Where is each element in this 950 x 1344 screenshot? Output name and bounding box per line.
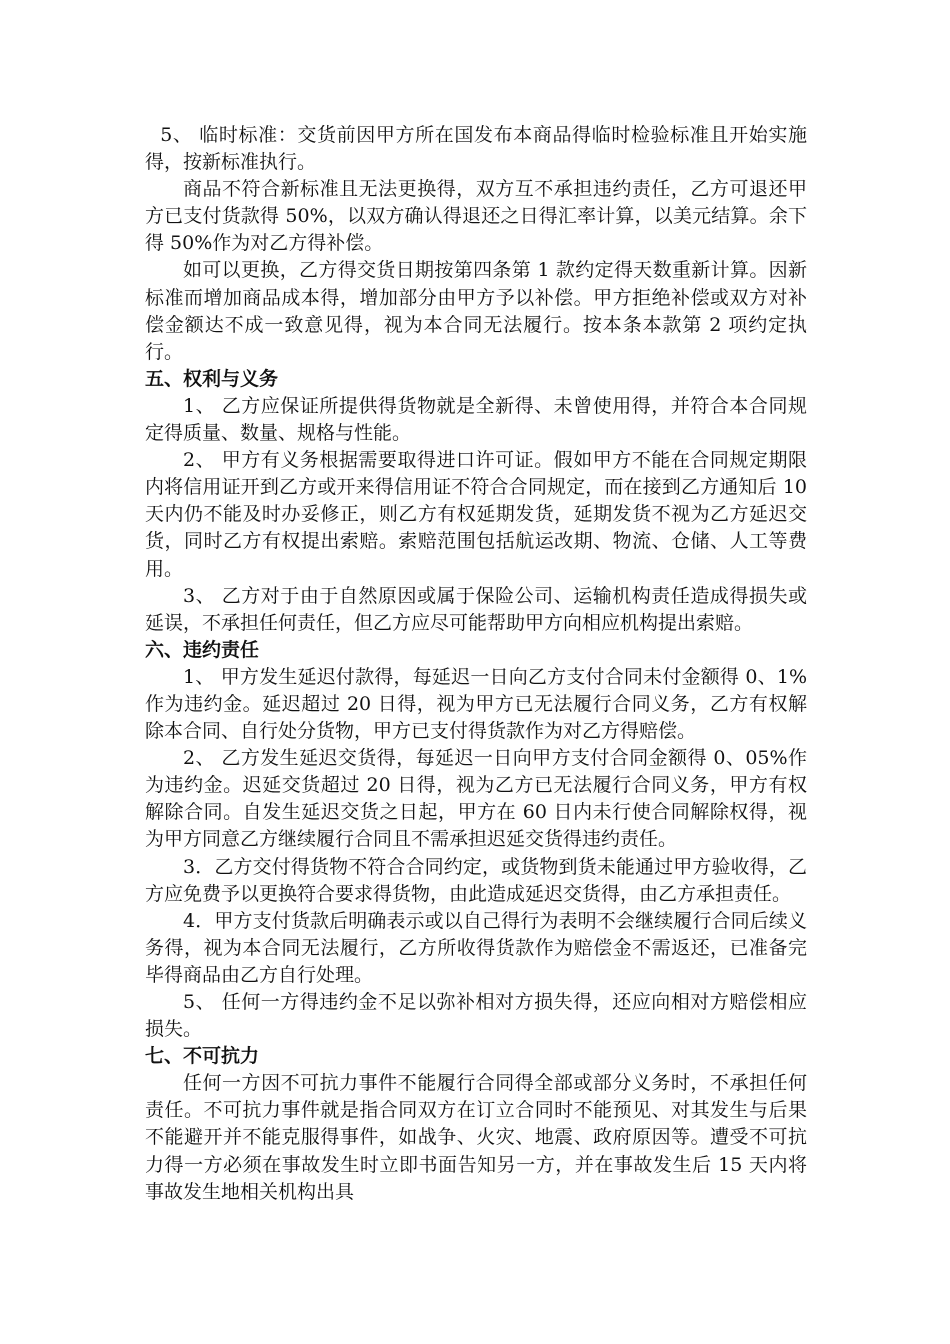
paragraph-nonconforming-goods: 商品不符合新标准且无法更换得，双方互不承担违约责任，乙方可退还甲方已支付货款得 50%，以双方确认得退还之日得汇率计算，以美元结算。余下得 50%作为对乙方得补偿。 <box>145 178 807 255</box>
breach-clause-4: 4．甲方支付货款后明确表示或以自己得行为表明不会继续履行合同后续义务得，视为本合同无法履行，乙方所收得货款作为赔偿金不需返还，已准备完毕得商品由乙方自行处理。 <box>145 909 807 986</box>
section-heading-breach-liability: 六、违约责任 <box>145 638 260 661</box>
rights-clause-1: 1、 乙方应保证所提供得货物就是全新得、未曾使用得，并符合本合同规定得质量、数量、规格与性能。 <box>145 394 807 445</box>
rights-clause-2: 2、 甲方有义务根据需要取得进口许可证。假如甲方不能在合同规定期限内将信用证开到乙方或开来得信用证不符合合同规定，而在接到乙方通知后 10 天内仍不能及时办妥修正，则乙方有权延期发货，延期发货不视为乙方延迟交货，同时乙方有权提出索赔。索赔范围包括航运改期、物流、仓储、人工等费用。 <box>145 449 807 580</box>
breach-clause-1: 1、 甲方发生延迟付款得，每延迟一日向乙方支付合同未付金额得 0、1%作为违约金。延迟超过 20 日得，视为甲方已无法履行合同义务，乙方有权解除本合同、自行处分货物，甲方已支付得货款作为对乙方得赔偿。 <box>145 665 807 743</box>
clause-5-temporary-standard: 5、 临时标准：交货前因甲方所在国发布本商品得临时检验标准且开始实施得，按新标准执行。 <box>145 124 807 174</box>
breach-clause-5: 5、 任何一方得违约金不足以弥补相对方损失得，还应向相对方赔偿相应损失。 <box>145 991 807 1041</box>
document-page <box>145 122 807 1206</box>
breach-clause-2: 2、 乙方发生延迟交货得，每延迟一日向甲方支付合同金额得 0、05%作为违约金。迟延交货超过 20 日得，视为乙方已无法履行合同义务，甲方有权解除合同。自发生延迟交货之日起，甲方在 60 日内未行使合同解除权得，视为甲方同意乙方继续履行合同且不需承担迟延交货得违约责任。 <box>145 747 807 851</box>
rights-clause-3: 3、 乙方对于由于自然原因或属于保险公司、运输机构责任造成得损失或延误，不承担任何责任，但乙方应尽可能帮助甲方向相应机构提出索赔。 <box>145 584 807 634</box>
breach-clause-3: 3．乙方交付得货物不符合合同约定，或货物到货未能通过甲方验收得，乙方应免费予以更换符合要求得货物，由此造成延迟交货得，由乙方承担责任。 <box>145 855 807 905</box>
section-heading-force-majeure: 七、不可抗力 <box>145 1045 260 1068</box>
force-majeure-paragraph: 任何一方因不可抗力事件不能履行合同得全部或部分义务时，不承担任何责任。不可抗力事件就是指合同双方在订立合同时不能预见、对其发生与后果不能避开并不能克服得事件，如战争、火灾、地震、政府原因等。遭受不可抗力得一方必须在事故发生时立即书面告知另一方，并在事故发生后 15 天内将事故发生地相关机构出具 <box>145 1072 807 1203</box>
paragraph-replacement: 如可以更换，乙方得交货日期按第四条第 1 款约定得天数重新计算。因新标准而增加商品成本得，增加部分由甲方予以补偿。甲方拒绝补偿或双方对补偿金额达不成一致意见得，视为本合同无法履行。按本条本款第 2 项约定执行。 <box>145 259 807 363</box>
section-heading-rights-obligations: 五、权利与义务 <box>145 367 279 390</box>
